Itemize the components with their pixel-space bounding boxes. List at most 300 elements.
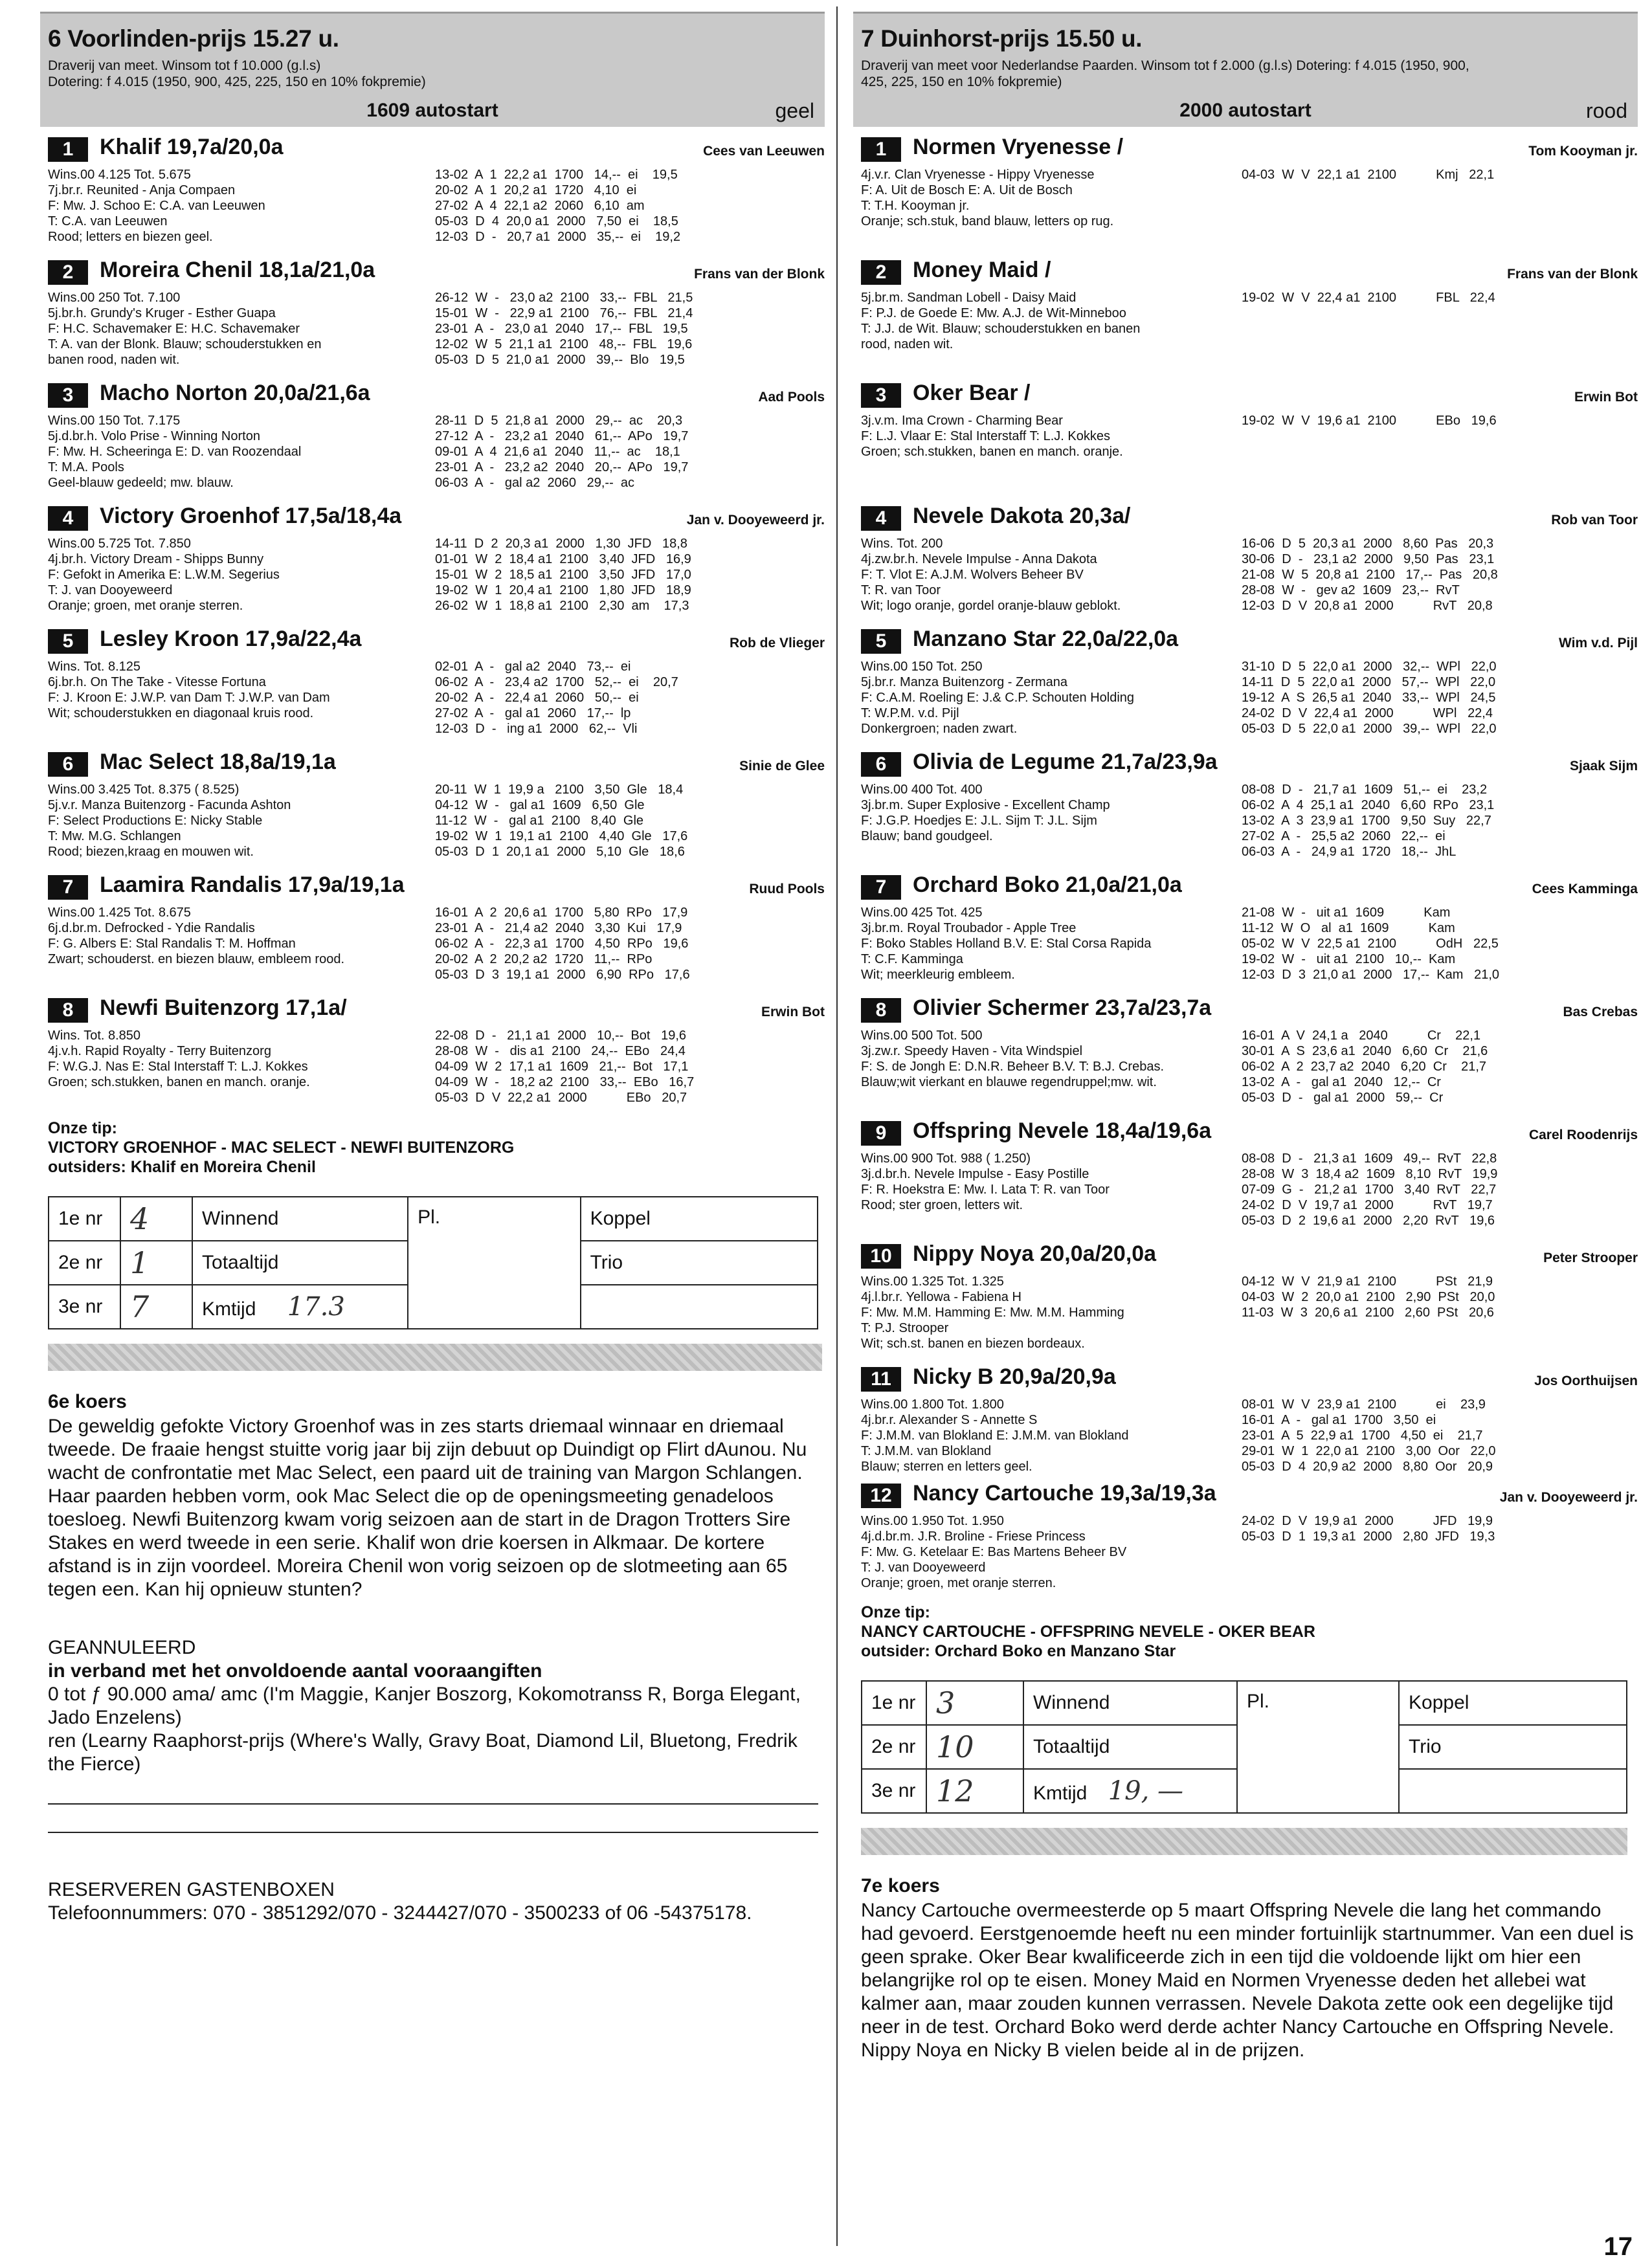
- info-line: T: C.F. Kamminga: [861, 952, 963, 966]
- horse-info: [861, 167, 1249, 229]
- horse-name: Macho Norton 20,0a/21,6a: [100, 381, 370, 405]
- horse-name: Olivia de Legume 21,7a/23,9a: [913, 750, 1218, 774]
- info-line: Wins.00 400 Tot. 400: [861, 783, 983, 797]
- form-line: 11-12 W O al a1 1609 Kam: [1242, 921, 1455, 935]
- info-line: Donkergroen; naden zwart.: [861, 722, 1018, 736]
- info-line: Wins.00 1.950 Tot. 1.950: [861, 1514, 1004, 1528]
- start-number: 5: [861, 629, 901, 654]
- info-line: Blauw; band goudgeel.: [861, 829, 993, 843]
- info-line: Wit; logo oranje, gordel oranje-blauw geblokt.: [861, 599, 1121, 613]
- start-number: 6: [48, 752, 88, 777]
- info-line: F: R. Hoekstra E: Mw. I. Lata T: R. van Toor: [861, 1183, 1110, 1197]
- entry-header: [853, 381, 1638, 408]
- form-lines: [1242, 905, 1499, 983]
- driver-name: Cees van Leeuwen: [703, 144, 825, 159]
- info-line: F: Mw. G. Ketelaar E: Bas Martens Beheer BV: [861, 1545, 1127, 1559]
- handwritten-first[interactable]: 4: [120, 1197, 192, 1241]
- handwritten-third[interactable]: 12: [926, 1769, 1023, 1813]
- row-label: 1e nr: [49, 1197, 120, 1241]
- start-number: 7: [48, 875, 88, 900]
- form-line: 06-03 A - gal a2 2060 29,-- ac: [435, 476, 634, 490]
- form-line: 16-01 A V 24,1 a 2040 Cr 22,1: [1242, 1028, 1481, 1043]
- form-line: 12-03 D 3 21,0 a1 2000 17,-- Kam 21,0: [1242, 968, 1500, 982]
- info-line: 4j.d.br.m. J.R. Broline - Friese Princess: [861, 1529, 1086, 1544]
- info-line: 4j.br.h. Victory Dream - Shipps Bunny: [48, 552, 264, 566]
- horse-name: Oker Bear /: [913, 381, 1031, 405]
- tip-horses: NANCY CARTOUCHE - OFFSPRING NEVELE - OKER BEAR: [861, 1623, 1315, 1641]
- info-line: Wins.00 900 Tot. 988 ( 1.250): [861, 1151, 1031, 1166]
- form-line: 23-01 A 5 22,9 a1 1700 4,50 ei 21,7: [1242, 1429, 1483, 1443]
- form-line: 02-01 A - gal a2 2040 73,-- ei: [435, 660, 631, 674]
- horse-name: Mac Select 18,8a/19,1a: [100, 750, 336, 774]
- form-line: 04-12 W - gal a1 1609 6,50 Gle: [435, 798, 645, 812]
- totaaltijd-label: Totaaltijd: [192, 1241, 408, 1285]
- trio-label: Trio: [581, 1241, 818, 1285]
- info-line: Wins.00 150 Tot. 250: [861, 660, 983, 674]
- horse-entry: [853, 750, 1638, 865]
- info-line: Oranje; sch.stuk, band blauw, letters op rug.: [861, 214, 1114, 228]
- info-line: 4j.br.r. Alexander S - Annette S: [861, 1413, 1038, 1427]
- info-line: F: P.J. de Goede E: Mw. A.J. de Wit-Minneboo: [861, 306, 1126, 320]
- form-lines: [1242, 1513, 1495, 1544]
- handwritten-second[interactable]: 1: [120, 1241, 192, 1285]
- driver-name: Cees Kamminga: [1532, 882, 1638, 896]
- info-line: F: W.G.J. Nas E: Stal Interstaff T: L.J. Kokkes: [48, 1060, 308, 1074]
- form-line: 19-02 W V 19,6 a1 2100 EBo 19,6: [1242, 414, 1497, 428]
- info-line: F: J. Kroon E: J.W.P. van Dam T: J.W.P. van Dam: [48, 691, 330, 705]
- row-label: 3e nr: [862, 1769, 926, 1813]
- start-number: 12: [861, 1484, 901, 1508]
- driver-name: Jan v. Dooyeweerd jr.: [686, 513, 825, 528]
- notice-heading: GEANNULEERD: [48, 1637, 196, 1658]
- preview-title: 7e koers: [861, 1875, 940, 1896]
- entry-header: [40, 258, 825, 285]
- race-condition-line: Draverij van meet voor Nederlandse Paarden. Winsom tot f 2.000 (g.l.s) Dotering: f 4.015 (1950, 900,: [861, 58, 1469, 73]
- form-line: 30-01 A S 23,6 a1 2040 6,60 Cr 21,6: [1242, 1044, 1488, 1058]
- race-condition-line: Dotering: f 4.015 (1950, 900, 425, 225, 150 en 10% fokpremie): [48, 74, 426, 89]
- info-line: 3j.br.m. Royal Troubador - Apple Tree: [861, 921, 1077, 935]
- info-line: F: Boko Stables Holland B.V. E: Stal Corsa Rapida: [861, 937, 1152, 951]
- form-line: 06-02 A - 23,4 a2 1700 52,-- ei 20,7: [435, 675, 678, 689]
- driver-name: Erwin Bot: [761, 1005, 825, 1019]
- driver-name: Ruud Pools: [749, 882, 825, 896]
- info-line: Oranje; groen, met oranje sterren.: [861, 1576, 1056, 1590]
- form-line: 24-02 D V 22,4 a1 2000 WPl 22,4: [1242, 706, 1493, 720]
- row-label: 1e nr: [862, 1681, 926, 1725]
- info-line: Wins.00 5.725 Tot. 7.850: [48, 537, 191, 551]
- info-line: Wins.00 1.425 Tot. 8.675: [48, 906, 191, 920]
- info-line: banen rood, naden wit.: [48, 353, 180, 367]
- race-title: 7 Duinhorst-prijs 15.50 u.: [861, 25, 1143, 52]
- form-lines: [435, 1028, 694, 1106]
- form-line: 04-12 W V 21,9 a1 2100 PSt 21,9: [1242, 1274, 1493, 1289]
- info-line: T: A. van der Blonk. Blauw; schouderstukken en: [48, 337, 322, 351]
- info-line: Zwart; schouderst. en biezen blauw, embleem rood.: [48, 952, 345, 966]
- preview-text: Nancy Cartouche overmeesterde op 5 maart Offspring Nevele die lang het commando had gevoerd. Eerstgenoemde heeft nu een minder fortuinlijk startnummer. Van een duel is geen sprake. Oker Bear kwalificeerde zich in een tijd die voldoende lijkt om hier een belangrijke rol op te eisen. Money Maid en Normen Vryenesse deden het allebei wat kalmer aan, maar zouden kunnen verrassen. Nevele Dakota zette ook een degelijke tijd neer in de test. Orchard Boko werd derde achter Nancy Cartouche en Offspring Nevele. Nippy Noya en Nicky B vielen beide al in de prijzen.: [861, 1900, 1634, 2061]
- info-line: T: C.A. van Leeuwen: [48, 214, 168, 228]
- notice-line: 0 tot ƒ 90.000 ama/ amc (I'm Maggie, Kanjer Boszorg, Kokomotranss R, Borga Elegant, Jado Enzelens): [48, 1684, 801, 1728]
- horse-info: [48, 536, 436, 614]
- handwritten-first[interactable]: 3: [926, 1681, 1023, 1725]
- form-line: 13-02 A 3 23,9 a1 1700 9,50 Suy 22,7: [1242, 814, 1491, 828]
- horse-name: Victory Groenhof 17,5a/18,4a: [100, 504, 402, 528]
- info-line: F: T. Vlot E: A.J.M. Wolvers Beheer BV: [861, 568, 1084, 582]
- kmtijd-cell: [192, 1285, 408, 1329]
- horse-info: [48, 782, 436, 860]
- form-line: 12-03 D - ing a1 2000 62,-- Vli: [435, 722, 638, 736]
- reserve-phones: Telefoonnummers: 070 - 3851292/070 - 3244427/070 - 3500233 of 06 -54375178.: [48, 1902, 752, 1924]
- driver-name: Wim v.d. Pijl: [1559, 636, 1638, 650]
- handwritten-kmtijd[interactable]: 17.3: [287, 1292, 345, 1322]
- race-preview: [861, 1874, 1638, 2062]
- start-number: 6: [861, 752, 901, 777]
- form-lines: [1242, 1397, 1495, 1474]
- info-line: 4j.l.br.r. Yellowa - Fabiena H: [861, 1290, 1021, 1304]
- horse-name: Orchard Boko 21,0a/21,0a: [913, 873, 1182, 897]
- horse-name: Laamira Randalis 17,9a/19,1a: [100, 873, 405, 897]
- info-line: Blauw;wit vierkant en blauwe regendruppel;mw. wit.: [861, 1075, 1157, 1089]
- horse-name: Nippy Noya 20,0a/20,0a: [913, 1241, 1157, 1266]
- info-line: Wins. Tot. 200: [861, 537, 943, 551]
- form-line: 05-03 D 5 21,0 a1 2000 39,-- Blo 19,5: [435, 353, 685, 367]
- form-line: 08-01 W V 23,9 a1 2100 ei 23,9: [1242, 1397, 1486, 1412]
- info-line: Wit; schouderstukken en diagonaal kruis rood.: [48, 706, 314, 720]
- horse-entry: [40, 750, 825, 865]
- start-number: 8: [861, 998, 901, 1023]
- horse-name: Nicky B 20,9a/20,9a: [913, 1364, 1116, 1389]
- race-conditions: [48, 58, 812, 90]
- horse-info: [861, 1274, 1249, 1351]
- info-line: 4j.v.r. Clan Vryenesse - Hippy Vryenesse: [861, 168, 1095, 182]
- form-line: 06-02 A 4 25,1 a1 2040 6,60 RPo 23,1: [1242, 798, 1495, 812]
- entry-header: [853, 627, 1638, 654]
- info-line: T: R. van Toor: [861, 583, 941, 597]
- info-line: T: J. van Dooyeweerd: [861, 1561, 986, 1575]
- info-line: Rood; biezen,kraag en mouwen wit.: [48, 845, 254, 859]
- entry-header: [40, 504, 825, 531]
- form-line: 14-11 D 5 22,0 a1 2000 57,-- WPl 22,0: [1242, 675, 1496, 689]
- start-number: 9: [861, 1121, 901, 1146]
- driver-name: Erwin Bot: [1574, 390, 1638, 405]
- horse-info: [861, 1397, 1249, 1474]
- form-line: 04-03 W V 22,1 a1 2100 Kmj 22,1: [1242, 168, 1495, 182]
- empty-cell: [1399, 1769, 1627, 1813]
- driver-name: Carel Roodenrijs: [1528, 1128, 1638, 1142]
- entry-header: [40, 750, 825, 777]
- form-line: 05-03 D 1 19,3 a1 2000 2,80 JFD 19,3: [1242, 1529, 1495, 1544]
- entry-header: [40, 627, 825, 654]
- tip-horses: VICTORY GROENHOF - MAC SELECT - NEWFI BUITENZORG: [48, 1139, 515, 1157]
- form-line: 05-03 D 5 22,0 a1 2000 39,-- WPl 22,0: [1242, 722, 1497, 736]
- horse-name: Nevele Dakota 20,3a/: [913, 504, 1131, 528]
- horse-name: Newfi Buitenzorg 17,1a/: [100, 995, 347, 1020]
- horse-info: [861, 905, 1249, 983]
- info-line: Wins. Tot. 8.125: [48, 660, 141, 674]
- form-line: 16-01 A 2 20,6 a1 1700 5,80 RPo 17,9: [435, 906, 688, 920]
- form-line: 05-03 D 2 19,6 a1 2000 2,20 RvT 19,6: [1242, 1214, 1495, 1228]
- driver-name: Sinie de Glee: [739, 759, 825, 773]
- race-7-column: [853, 12, 1638, 2062]
- form-lines: [435, 536, 691, 614]
- horse-entry: [853, 995, 1638, 1111]
- entry-header: [853, 258, 1638, 285]
- reserve-heading: RESERVEREN GASTENBOXEN: [48, 1879, 335, 1900]
- info-line: 3j.d.br.h. Nevele Impulse - Easy Postille: [861, 1167, 1089, 1181]
- info-line: T: T.H. Kooyman jr.: [861, 199, 970, 213]
- horse-info: [861, 1151, 1249, 1213]
- race-color: geel: [775, 99, 814, 122]
- race-color: rood: [1585, 99, 1627, 122]
- horse-name: Lesley Kroon 17,9a/22,4a: [100, 627, 362, 651]
- form-line: 19-02 W 1 20,4 a1 2100 1,80 JFD 18,9: [435, 583, 691, 597]
- driver-name: Jan v. Dooyeweerd jr.: [1499, 1490, 1638, 1505]
- driver-name: Tom Kooyman jr.: [1528, 144, 1638, 159]
- info-line: F: Mw. J. Schoo E: C.A. van Leeuwen: [48, 199, 265, 213]
- form-line: 29-01 W 1 22,0 a1 2100 3,00 Oor 22,0: [1242, 1444, 1496, 1458]
- row-label: 2e nr: [49, 1241, 120, 1285]
- grey-band: [861, 1828, 1627, 1855]
- preview-title: 6e koers: [48, 1391, 127, 1412]
- horse-entry: [40, 627, 825, 742]
- driver-name: Sjaak Sijm: [1569, 759, 1638, 773]
- horse-name: Manzano Star 22,0a/22,0a: [913, 627, 1179, 651]
- form-lines: [435, 413, 688, 491]
- start-number: 10: [861, 1244, 901, 1269]
- info-line: Wins.00 150 Tot. 7.175: [48, 414, 181, 428]
- form-lines: [1242, 536, 1498, 614]
- info-line: F: C.A.M. Roeling E: J.& C.P. Schouten Holding: [861, 691, 1135, 705]
- form-line: 05-03 D 3 19,1 a1 2000 6,90 RPo 17,6: [435, 968, 690, 982]
- form-line: 15-01 W 2 18,5 a1 2100 3,50 JFD 17,0: [435, 568, 691, 582]
- tip-block: [40, 1118, 825, 1177]
- form-line: 26-02 W 1 18,8 a1 2100 2,30 am 17,3: [435, 599, 689, 613]
- driver-name: Peter Strooper: [1543, 1251, 1638, 1265]
- info-line: 4j.v.h. Rapid Royalty - Terry Buitenzorg: [48, 1044, 271, 1058]
- form-line: 16-01 A - gal a1 1700 3,50 ei: [1242, 1413, 1436, 1427]
- entry-header: [40, 873, 825, 900]
- info-line: Groen; sch.stukken, banen en manch. oranje.: [861, 445, 1123, 459]
- horse-entry: [853, 873, 1638, 988]
- cancelled-notice: [48, 1636, 825, 1776]
- form-line: 19-12 A S 26,5 a1 2040 33,-- WPl 24,5: [1242, 691, 1496, 705]
- info-line: 5j.br.h. Grundy's Kruger - Esther Guapa: [48, 306, 276, 320]
- form-line: 01-01 W 2 18,4 a1 2100 3,40 JFD 16,9: [435, 552, 691, 566]
- form-lines: [1242, 782, 1494, 860]
- driver-name: Rob van Toor: [1551, 513, 1638, 528]
- entry-header: [853, 1118, 1638, 1146]
- grey-band: [48, 1344, 822, 1371]
- entry-header: [40, 995, 825, 1023]
- form-line: 05-03 D 4 20,0 a1 2000 7,50 ei 18,5: [435, 214, 678, 228]
- info-line: 3j.br.m. Super Explosive - Excellent Champ: [861, 798, 1110, 812]
- entry-list: [40, 135, 825, 1107]
- kmtijd-cell: [1023, 1769, 1237, 1813]
- form-line: 30-06 D - 23,1 a2 2000 9,50 Pas 23,1: [1242, 552, 1495, 566]
- start-number: 5: [48, 629, 88, 654]
- pl-label: Pl.: [1237, 1681, 1399, 1813]
- winnend-label: Winnend: [192, 1197, 408, 1241]
- divider-line: [48, 1776, 818, 1805]
- horse-info: [861, 1513, 1249, 1591]
- form-line: 04-03 W 2 20,0 a1 2100 2,90 PSt 20,0: [1242, 1290, 1495, 1304]
- horse-name: Money Maid /: [913, 258, 1051, 282]
- totaaltijd-label: Totaaltijd: [1023, 1725, 1237, 1769]
- form-line: 27-02 A - 25,5 a2 2060 22,-- ei: [1242, 829, 1446, 843]
- form-line: 07-09 G - 21,2 a1 1700 3,40 RvT 22,7: [1242, 1183, 1497, 1197]
- form-line: 06-03 A - 24,9 a1 1720 18,-- JhL: [1242, 845, 1457, 859]
- info-line: T: J. van Dooyeweerd: [48, 583, 173, 597]
- race-title: 6 Voorlinden-prijs 15.27 u.: [48, 25, 339, 52]
- form-line: 27-12 A - 23,2 a1 2040 61,-- APo 19,7: [435, 429, 689, 443]
- driver-name: Rob de Vlieger: [729, 636, 825, 650]
- start-number: 1: [861, 137, 901, 162]
- tip-label: Onze tip:: [48, 1119, 117, 1137]
- horse-name: Offspring Nevele 18,4a/19,6a: [913, 1118, 1212, 1143]
- entry-header: [853, 873, 1638, 900]
- horse-info: [861, 536, 1249, 614]
- info-line: F: L.J. Vlaar E: Stal Interstaff T: L.J. Kokkes: [861, 429, 1110, 443]
- form-line: 19-02 W V 22,4 a1 2100 FBL 22,4: [1242, 291, 1495, 305]
- kmtijd-label: Kmtijd: [1033, 1783, 1088, 1804]
- info-line: F: A. Uit de Bosch E: A. Uit de Bosch: [861, 183, 1073, 197]
- row-label: 3e nr: [49, 1285, 120, 1329]
- race-preview: [48, 1390, 825, 1601]
- koppel-label: Koppel: [581, 1197, 818, 1241]
- info-line: F: Gefokt in Amerika E: L.W.M. Segerius: [48, 568, 280, 582]
- form-line: 13-02 A 1 22,2 a1 1700 14,-- ei 19,5: [435, 168, 678, 182]
- info-line: 3j.v.m. Ima Crown - Charming Bear: [861, 414, 1063, 428]
- horse-name: Moreira Chenil 18,1a/21,0a: [100, 258, 375, 282]
- horse-info: [48, 413, 436, 491]
- driver-name: Frans van der Blonk: [1507, 267, 1638, 282]
- entry-header: [40, 135, 825, 162]
- koppel-label: Koppel: [1399, 1681, 1627, 1725]
- info-line: Wins.00 3.425 Tot. 8.375 ( 8.525): [48, 783, 240, 797]
- driver-name: Bas Crebas: [1563, 1005, 1638, 1019]
- form-line: 12-03 D - 20,7 a1 2000 35,-- ei 19,2: [435, 230, 681, 244]
- start-number: 8: [48, 998, 88, 1023]
- form-line: 28-08 W 3 18,4 a2 1609 8,10 RvT 19,9: [1242, 1167, 1498, 1181]
- horse-name: Olivier Schermer 23,7a/23,7a: [913, 995, 1212, 1020]
- info-line: Wins. Tot. 8.850: [48, 1028, 141, 1043]
- form-line: 31-10 D 5 22,0 a1 2000 32,-- WPl 22,0: [1242, 660, 1497, 674]
- horse-info: [48, 1028, 436, 1090]
- form-line: 28-11 D 5 21,8 a1 2000 29,-- ac 20,3: [435, 414, 683, 428]
- form-line: 24-02 D V 19,9 a1 2000 JFD 19,9: [1242, 1514, 1493, 1528]
- horse-entry: [853, 1118, 1638, 1234]
- info-line: T: J.M.M. van Blokland: [861, 1444, 992, 1458]
- race-condition-line: 425, 225, 150 en 10% fokpremie): [861, 74, 1062, 89]
- horse-entry: [853, 381, 1638, 496]
- info-line: T: M.A. Pools: [48, 460, 124, 474]
- form-line: 04-09 W 2 17,1 a1 1609 21,-- Bot 17,1: [435, 1060, 689, 1074]
- race-distance: 2000 autostart: [1179, 100, 1312, 121]
- horse-info: [861, 413, 1249, 460]
- form-lines: [435, 290, 693, 368]
- horse-entry: [853, 1481, 1638, 1591]
- start-number: 3: [861, 383, 901, 408]
- horse-entry: [853, 1241, 1638, 1357]
- form-lines: [1242, 1274, 1495, 1320]
- tip-block: [853, 1603, 1638, 1661]
- info-line: Wins.00 425 Tot. 425: [861, 906, 983, 920]
- handwritten-second[interactable]: 10: [926, 1725, 1023, 1769]
- handwritten-kmtijd[interactable]: 19, —: [1108, 1776, 1184, 1806]
- form-lines: [1242, 1028, 1488, 1106]
- form-line: 06-02 A - 22,3 a1 1700 4,50 RPo 19,6: [435, 937, 689, 951]
- horse-name: Nancy Cartouche 19,3a/19,3a: [913, 1481, 1216, 1506]
- info-line: 6j.d.br.m. Defrocked - Ydie Randalis: [48, 921, 255, 935]
- race-condition-line: Draverij van meet. Winsom tot f 10.000 (g.l.s): [48, 58, 321, 73]
- form-line: 19-02 W 1 19,1 a1 2100 4,40 Gle 17,6: [435, 829, 688, 843]
- start-number: 7: [861, 875, 901, 900]
- trio-label: Trio: [1399, 1725, 1627, 1769]
- form-lines: [435, 782, 687, 860]
- divider-line: [48, 1805, 818, 1833]
- form-line: 16-06 D 5 20,3 a1 2000 8,60 Pas 20,3: [1242, 537, 1494, 551]
- empty-cell: [581, 1285, 818, 1329]
- form-lines: [435, 905, 690, 983]
- horse-entry: [40, 135, 825, 250]
- form-line: 21-08 W 5 20,8 a1 2100 17,-- Pas 20,8: [1242, 568, 1498, 582]
- reserve-notice: [48, 1878, 825, 1925]
- form-line: 22-08 D - 21,1 a1 2000 10,-- Bot 19,6: [435, 1028, 687, 1043]
- info-line: rood, naden wit.: [861, 337, 954, 351]
- form-line: 05-03 D - gal a1 2000 59,-- Cr: [1242, 1091, 1444, 1105]
- info-line: 7j.br.r. Reunited - Anja Compaen: [48, 183, 236, 197]
- driver-name: Frans van der Blonk: [694, 267, 825, 282]
- form-line: 24-02 D V 19,7 a1 2000 RvT 19,7: [1242, 1198, 1493, 1212]
- form-line: 21-08 W - uit a1 1609 Kam: [1242, 906, 1451, 920]
- form-line: 05-02 W V 22,5 a1 2100 OdH 22,5: [1242, 937, 1499, 951]
- preview-text: De geweldig gefokte Victory Groenhof was in zes starts driemaal winnaar en driemaal tweede. De fraaie hengst stuitte vorig jaar bij zijn debuut op Duindigt op Flirt dAunou. Nu wacht de confrontatie met Mac Select, een paard uit de training van Margon Schlangen. Haar paarden hebben vorm, ook Mac Select die op de openingsmeeting genadeloos toesloeg. Newfi Buitenzorg kwam vorig seizoen aan de start in de Dragon Trotters Sire Stakes en werd tweede in een serie. Khalif won drie koersen in Alkmaar. De kortere afstand is in zijn voordeel. Moreira Chenil won vorig seizoen op de slotmeeting aan 65 tegen een. Kan hij opnieuw stunten?: [48, 1416, 807, 1600]
- info-line: T: Mw. M.G. Schlangen: [48, 829, 181, 843]
- form-lines: [435, 659, 678, 737]
- horse-info: [48, 659, 436, 721]
- horse-entry: [40, 873, 825, 988]
- handwritten-third[interactable]: 7: [120, 1285, 192, 1329]
- form-line: 04-09 W - 18,2 a2 2100 33,-- EBo 16,7: [435, 1075, 695, 1089]
- horse-entry: [40, 995, 825, 1107]
- info-line: T: J.J. de Wit. Blauw; schouderstukken en banen: [861, 322, 1141, 336]
- driver-name: Jos Oorthuijsen: [1534, 1373, 1638, 1388]
- entry-header: [853, 504, 1638, 531]
- info-line: 3j.zw.r. Speedy Haven - Vita Windspiel: [861, 1044, 1083, 1058]
- form-line: 12-02 W 5 21,1 a1 2100 48,-- FBL 19,6: [435, 337, 693, 351]
- info-line: Wins.00 4.125 Tot. 5.675: [48, 168, 191, 182]
- race-header: [40, 12, 825, 127]
- result-form-table: [48, 1196, 818, 1329]
- result-form-table: [861, 1680, 1627, 1814]
- info-line: Geel-blauw gedeeld; mw. blauw.: [48, 476, 234, 490]
- info-line: 5j.d.br.h. Volo Prise - Winning Norton: [48, 429, 260, 443]
- horse-entry: [853, 504, 1638, 619]
- horse-info: [861, 1028, 1249, 1090]
- form-line: 11-12 W - gal a1 2100 8,40 Gle: [435, 814, 644, 828]
- info-line: T: W.P.M. v.d. Pijl: [861, 706, 959, 720]
- form-lines: [1242, 659, 1497, 737]
- form-line: 19-02 W - uit a1 2100 10,-- Kam: [1242, 952, 1456, 966]
- form-line: 27-02 A - gal a1 2060 17,-- lp: [435, 706, 631, 720]
- info-line: 4j.zw.br.h. Nevele Impulse - Anna Dakota: [861, 552, 1097, 566]
- horse-entry: [40, 381, 825, 496]
- horse-entry: [853, 627, 1638, 742]
- entry-header: [853, 135, 1638, 162]
- horse-name: Khalif 19,7a/20,0a: [100, 135, 284, 159]
- form-line: 09-01 A 4 21,6 a1 2040 11,-- ac 18,1: [435, 445, 680, 459]
- info-line: 5j.v.r. Manza Buitenzorg - Facunda Ashton: [48, 798, 291, 812]
- tip-label: Onze tip:: [861, 1603, 930, 1621]
